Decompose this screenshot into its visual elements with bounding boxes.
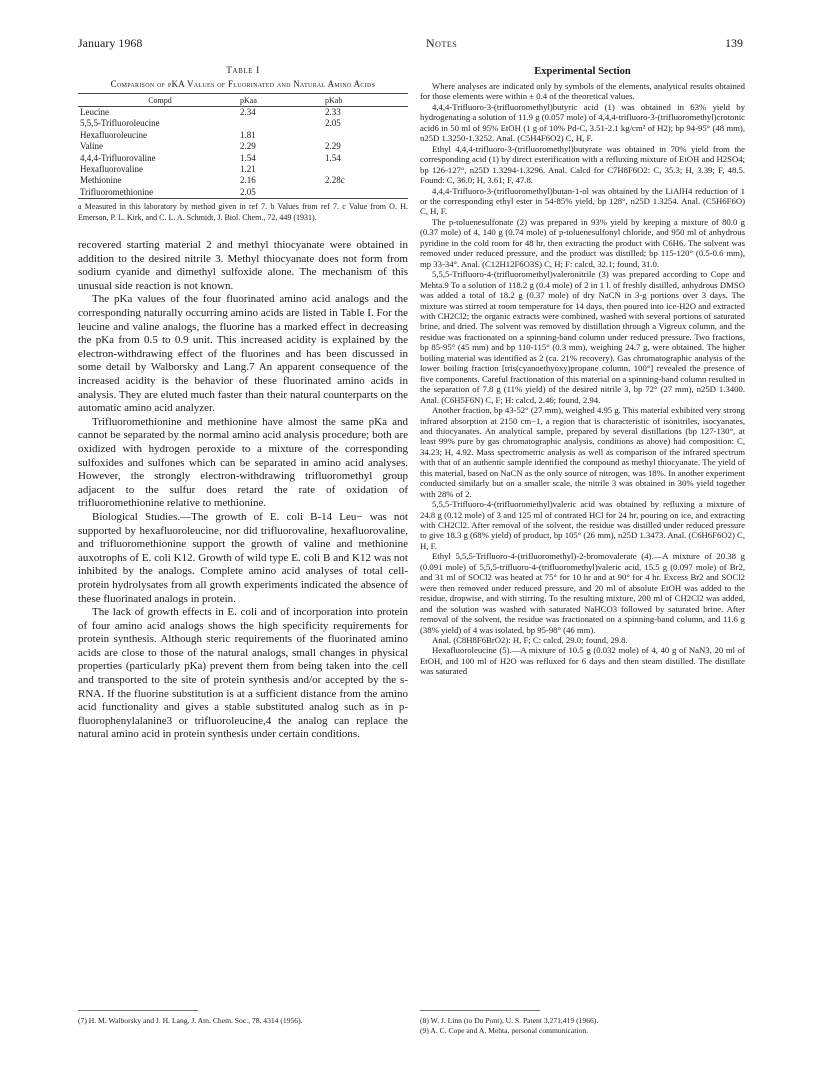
table-cell-pka-b: 2.05 (325, 118, 341, 129)
footnote-divider (78, 1010, 198, 1011)
table-cell-pka-a: 2.05 (240, 187, 325, 199)
paragraph: Biological Studies.—The growth of E. coli B-14 Leu− was not supported by hexafluoroleucine, nor did trifluorovaline, hexafluorovaline, and trifluoromethionine support the growth of valine and methionine auxotrophs of E. coli K12. Growth of wild type E. coli B and K12 was not inhibited by the analogs. Complete amino acid analyses of total cell-protein hydrolysates from all growth experiments indicated the absence of these fluorinated analogs in protein. (78, 510, 408, 605)
right-column (420, 66, 745, 677)
pka-table (78, 93, 408, 199)
paragraph: 4,4,4-Trifluoro-3-(trifluoromethyl)butan-1-ol was obtained by the LiAlH4 reduction of 1 or the corresponding ethyl ester in 54-85% yield, bp 128°, n25D 1.3254. Anal. (C5H6F6O) C, H, F. (420, 185, 745, 217)
right-footnotes (420, 1016, 745, 1036)
paragraph: recovered starting material 2 and methyl thiocyanate were obtained in addition to the desired nitrile 3. Methyl thiocyanate does not form from sodium cyanide and dimethyl sulfoxide alone. The mechanism of this unusual side reaction is not known. (78, 239, 408, 292)
paragraph: Where analyses are indicated only by symbols of the elements, analytical results obtained for those elements were within ± 0.4 of the theoretical values. (420, 81, 745, 102)
table-cell-compd: Hexafluoroleucine (80, 129, 147, 140)
paragraph: Anal. (C8H8F6BrO2): H, F; C: calcd, 29.0; found, 29.8. (432, 635, 628, 646)
paragraph: Hexafluoroleucine (5).—A mixture of 10.5 g (0.032 mole) of 4, 40 g of NaN3, 20 ml of EtOH, and 100 ml of H2O was refluxed for 6 days and then steam distilled. The distillate was saturated (420, 645, 745, 677)
table-header-row (78, 94, 408, 107)
table-number: Table I (226, 66, 260, 76)
table-body (78, 107, 408, 199)
paragraph: 4,4,4-Trifluoro-3-(trifluoromethyl)butyric acid (1) was obtained in 63% yield by hydrogenating a solution of 11.9 g (0.057 mole) of 4,4,4-trifluoro-3-(trifluoromethyl)crotonic acid6 in 50 ml of 95% EtOH (1 g of 10% Pd-C, 3.51-2.1 kg/cm² of H2); bp 94-95° (48 mm), n25D 1.3250-1.3252. Anal. (C5H4F6O2) C, H, F. (420, 101, 745, 144)
table-cell-compd: Valine (80, 141, 103, 152)
table-cell-pka-b: 2.29 (325, 141, 341, 152)
paragraph: The lack of growth effects in E. coli and of incorporation into protein of four amino acid analogs shows the high specificity requirements for protein synthesis. Although steric requirements of the fluorinated amino acids are close to those of the natural analogs, small changes in physical properties (particularly pKa) prevent them from being taken into the cell and transported to the site of protein synthesis and/or accepted by the s-RNA. If the fluorine substitution is at a sufficient distance from the amino acid functionality and gives a stable substituted analog such as in p-fluorophenylalanine3 or trifluoroleucine,4 the analog can replace the natural amino acid in protein synthesis under certain conditions. (78, 606, 408, 741)
paragraph: Ethyl 4,4,4-trifluoro-3-(trifluoromethyl)butyrate was obtained in 70% yield from the corresponding acid (1) by direct esterification with a refluxing mixture of EtOH and H2SO4; bp 126-127°, n25D 1.3294-1.3296. Anal. Calcd for C7H8F6O2: C, 35.3; H, 3.39; F, 48.5. Found: C, 36.0; H, 3.61; F, 47.8. (420, 143, 745, 186)
footnote: (8) W. J. Linn (to Du Pont), U. S. Patent 3,271,419 (1966). (420, 1016, 599, 1025)
table-cell-pka-b: 2.33 (325, 107, 341, 117)
paragraph: The p-toluenesulfonate (2) was prepared in 93% yield by keeping a mixture of 80.0 g (0.37 mole) of 4, 140 g (0.74 mole) of p-toluenesulfonyl chloride, and 950 ml of anhydrous pyridine in the cold room for 48 hr, then extracting the product with C6H6. The solvent was removed under reduced pressure, and the product was distilled; bp 115-120° (0.5-0.6 mm), mp 33-34°. Anal. (C12H12F6O3S) C, H; F: calcd, 32.1; found, 31.0. (420, 216, 745, 269)
left-column (78, 66, 408, 742)
table-cell-pka-a: 1.54 (240, 152, 256, 163)
table-row (78, 107, 408, 119)
table-row (78, 153, 408, 164)
table-header-compd: Compd (78, 94, 240, 107)
table-row (78, 164, 408, 175)
table-cell-pka-a: 1.81 (240, 129, 256, 140)
running-head-date: January 1968 (78, 36, 143, 50)
table-cell-compd: Leucine (80, 107, 109, 117)
left-footnote: (7) H. M. Walborsky and J. H. Lang, J. Am. Chem. Soc., 78, 4314 (1956). (78, 1016, 303, 1025)
table-row (78, 187, 408, 199)
footnote: (9) A. C. Cope and A. Mehta, personal communication. (420, 1026, 589, 1035)
table-row (78, 130, 408, 141)
table-cell-pka-b: 2.28c (325, 175, 345, 186)
table-cell-pka-b (325, 130, 408, 141)
table-caption: Comparison of pKA Values of Fluorinated and Natural Amino Acids (110, 79, 376, 89)
table-row (78, 175, 408, 186)
table-footnote: a Measured in this laboratory by method given in ref 7. b Values from ref 7. c Value from O. H. Emerson, P. L. Kirk, and C. L. A. Schmidt, J. Biol. Chem., 72, 449 (1931). (78, 202, 408, 222)
table-cell-pka-a: 2.29 (240, 141, 256, 152)
left-body-text (78, 239, 408, 742)
table-cell-pka-a: 1.21 (240, 164, 256, 175)
table-cell-compd: 4,4,4-Trifluorovaline (80, 152, 156, 163)
page-number: 139 (725, 36, 743, 50)
table-row (78, 141, 408, 152)
running-head-journal: Notes (426, 36, 458, 50)
table-header-pka-a: pKaa (240, 94, 325, 107)
table-cell-compd: 5,5,5-Trifluoroleucine (80, 118, 160, 129)
table-cell-compd: Trifluoromethionine (78, 187, 240, 199)
paragraph: Trifluoromethionine and methionine have almost the same pKa and cannot be separated by the normal amino acid analysis procedure; both are oxidized with hydrogen peroxide to a mixture of the corresponding sulfoxides and sulfones which can be separated in amino acid analyses. However, the strongly electron-withdrawing trifluoromethyl group adjacent to the sulfur does retard the rate of oxidation of trifluoromethionine relative to methionine. (78, 415, 408, 510)
table-row (78, 118, 408, 129)
experimental-text (420, 81, 745, 677)
paragraph: The pKa values of the four fluorinated amino acid analogs and the corresponding naturally occurring amino acids are listed in Table I. For the leucine and valine analogs, the fluorine has a marked effect in decreasing the pKa from 0.5 to 0.9 unit. This increased acidity is explained by the electron-withdrawing effect of the fluorines and has been discussed in some detail by Walborsky and Lang.7 An apparent consequence of the increased acidity is the behavior of these fluorinated amino acids in analysis. They are eluted much faster than their natural counterparts on the automatic amino acid analyzer. (78, 293, 408, 415)
paragraph: Ethyl 5,5,5-Trifluoro-4-(trifluoromethyl)-2-bromovalerate (4).—A mixture of 20.38 g (0.091 mole) of 5,5,5-trifluoro-4-(trifluoromethyl)valeric acid, 15.5 g (0.097 mole) of Br2, and 31 ml of SOCl2 was heated at 75° for 10 hr and at 90° for 4 hr. Excess Br2 and SOCl2 were then removed under reduced pressure, and 20 ml of absolute EtOH was added to the residue, dropwise, and with stirring. To the resulting mixture, 200 ml of CH2Cl2 was added, and the solution was washed with saturated NaHCO3 followed by saturated brine. After removal of the solvent, the residue was fractionated on a spinning-band column, and 11.6 g (38% yield) of 4 was isolated, bp 95-98° (46 mm). (420, 551, 745, 635)
table-cell-pka-b (325, 187, 408, 199)
paragraph: Another fraction, bp 43-52° (27 mm), weighed 4.95 g. This material exhibited very strong infrared absorption at 2150 cm−1, a region that is characteristic of isonitriles, isocyanates, and thiocyanates. An analytical sample, prepared by several distillations (bp 127-130°, at least 99% pure by gas chromatographic analysis, conditions as above) had composition: C, 34.23; H, 4.92. Mass spectrometric analysis as well as comparison of the infrared spectrum with that of an authentic sample identified the compound as methyl thiocyanate. The yield of this material, based on NaCN as the only source of nitrogen, was 18%. In another experiment conducted similarly but on a smaller scale, the nitrile 3 was obtained in 30% yield together with 28% of 2. (420, 405, 745, 499)
section-title: Experimental Section (534, 66, 631, 77)
table-cell-pka-a: 2.16 (240, 175, 256, 186)
table-cell-pka-a (240, 118, 325, 129)
footnote-divider (420, 1010, 540, 1011)
running-head (78, 36, 743, 52)
table-header-pka-b: pKab (325, 94, 408, 107)
table-cell-pka-a: 2.34 (240, 107, 256, 117)
table-cell-pka-b: 1.54 (325, 152, 341, 163)
paragraph: 5,5,5-Trifluoro-4-(trifluoromethyl)valeric acid was obtained by refluxing a mixture of 24.8 g (0.12 mole) of 3 and 125 ml of contrated HCl for 24 hr, pouring on ice, and extracting with CH2Cl2. After removal of the solvent, the residue was distilled under reduced pressure to give 18.3 g (68% yield) of product, bp 105° (26 mm), n25D 1.3473. Anal. (C6H6F6O2) C, H, F. (420, 499, 745, 551)
paragraph: 5,5,5-Trifluoro-4-(trifluoromethyl)valeronitrile (3) was prepared according to Cope and Mehta.9 To a solution of 118.2 g (0.4 mole) of 2 in 1 l. of freshly distilled, anhydrous DMSO was added a total of 18.2 g (0.37 mole) of dry NaCN in 3-g portions over 3 days. The mixture was stirred at room temperature for 14 days, then poured into ice-H2O and extracted with CH2Cl2; the organic extracts were combined, washed with several portions of saturated brine, and dried. The solvent was removed by distillation through a Vigreux column, and the residue was fractionated on a spinning-band column under reduced pressure. Two fractions, bp 85-95° (45 mm) and bp 110-115° (0.3 mm), weighing 24.7 g, were obtained. The higher boiling material was identified as 2 (ca. 21% recovery). Gas chromatographic analysis of the lower boiling fraction [tris(cyanoethyoxy)propane column, 100°] revealed the presence of five components. Careful fractionation of this material on a spinning-band column resulted in the separation of 7.8 g (11% yield) of the desired nitrile 3, bp 72° (27 mm), n25D 1.3400. Anal. (C6H5F6N) C, F; H: calcd, 2.46; found, 2.94. (420, 269, 745, 405)
table-cell-pka-b (325, 164, 408, 175)
table-cell-compd: Hexafluorovaline (80, 164, 143, 175)
table-cell-compd: Methionine (80, 175, 122, 186)
